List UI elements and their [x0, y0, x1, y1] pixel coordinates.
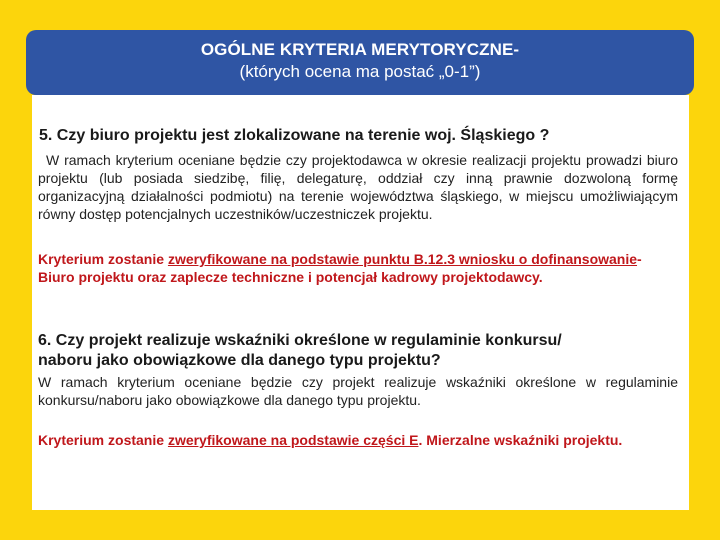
verification-suffix: . Mierzalne wskaźniki projektu. — [418, 432, 623, 448]
criterion-5-heading: 5. Czy biuro projektu jest zlokalizowane na terenie woj. Śląskiego ? — [39, 127, 550, 144]
page-title: OGÓLNE KRYTERIA MERYTORYCZNE- — [200, 40, 520, 59]
criterion-6-heading — [38, 331, 562, 371]
criterion-6-heading-line-2: naboru jako obowiązkowe dla danego typu projektu? — [38, 352, 441, 369]
verification-prefix: Kryterium zostanie — [38, 251, 168, 267]
criterion-5-verification — [38, 250, 678, 286]
criterion-6-verification — [38, 431, 678, 449]
content-panel — [32, 95, 689, 510]
verification-prefix: Kryterium zostanie — [38, 432, 168, 448]
criterion-5-description: W ramach kryterium oceniane będzie czy projektodawca w okresie realizacji projektu prowadzi biuro projektu (lub posiada siedzibę, filię, delegaturę, oddział czy inną prawnie dozwoloną formę organizacyjną działalności podmiotu) na terenie województwa śląskiego, w miejscu umożliwiającym równy dostęp potencjalnych uczestników/uczestniczek projektu. — [38, 152, 678, 222]
criterion-6-heading-line-1: 6. Czy projekt realizuje wskaźniki określone w regulaminie konkursu/ — [38, 332, 562, 349]
verification-source-link[interactable]: zweryfikowane na podstawie punktu B.12.3 wniosku o dofinansowanie — [167, 251, 638, 267]
verification-suffix: - Biuro projektu oraz zaplecze techniczne i potencjał kadrowy projektodawcy. — [38, 251, 642, 285]
criterion-6-description: W ramach kryterium oceniane będzie czy projekt realizuje wskaźniki określone w regulaminie konkursu/naboru jako obowiązkowe dla danego typu projektu. — [38, 374, 678, 408]
header-banner — [26, 30, 694, 95]
verification-source-link[interactable]: zweryfikowane na podstawie części E — [167, 432, 419, 448]
page-subtitle: (których ocena ma postać „0-1”) — [239, 62, 481, 81]
